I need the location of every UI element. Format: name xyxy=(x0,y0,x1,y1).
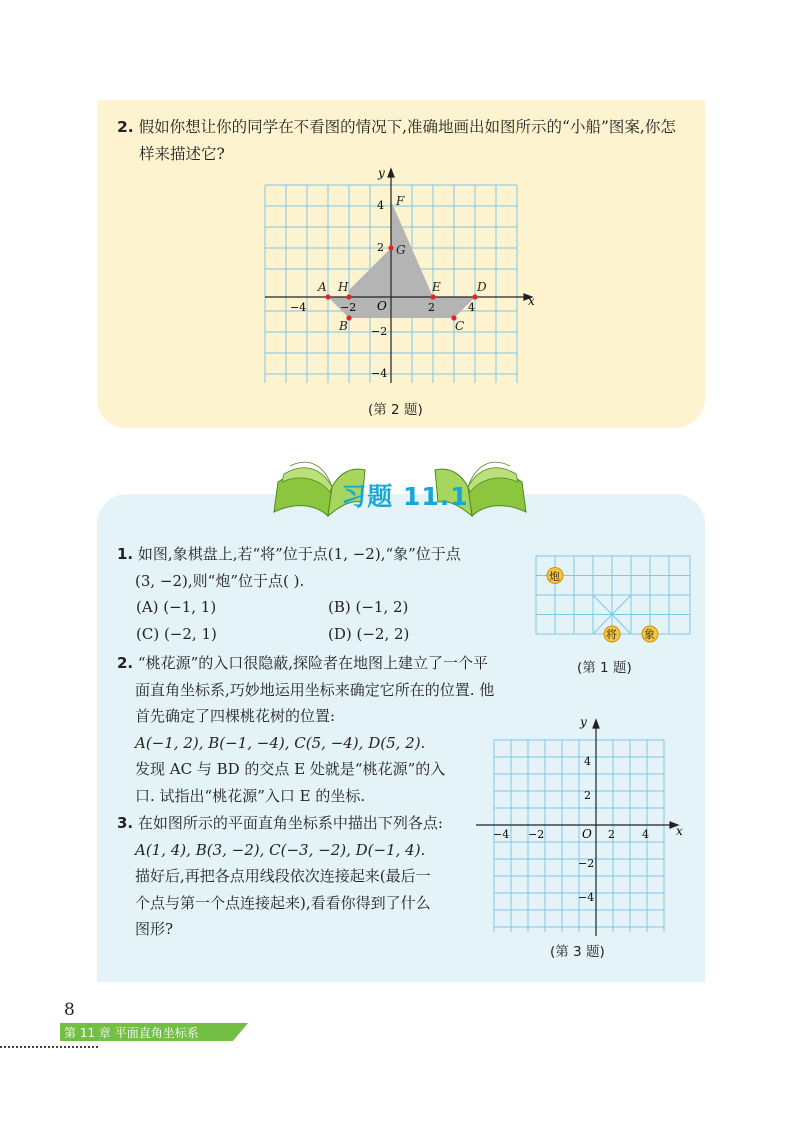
tick-y-2: 2 xyxy=(377,241,384,254)
tick-x-neg4: −4 xyxy=(290,301,307,314)
tick-y-neg2: −2 xyxy=(578,857,595,870)
tick-y-2: 2 xyxy=(584,789,591,802)
origin-label: O xyxy=(582,827,592,841)
label-f: F xyxy=(396,194,405,208)
problem-3-line-2: A(1, 4), B(3, −2), C(−3, −2), D(−1, 4). xyxy=(135,840,426,859)
problem-3-line-1: 在如图所示的平面直角坐标系中描出下列各点: xyxy=(137,814,443,832)
problem-3-line-4: 个点与第一个点连接起来),看看你得到了什么 xyxy=(135,893,431,912)
tick-x-2: 2 xyxy=(608,828,615,841)
problem-number: 1. xyxy=(117,545,134,563)
x-axis-label: x xyxy=(528,294,535,308)
question-2-text xyxy=(117,114,697,168)
problem-2-text xyxy=(117,650,537,809)
point-a xyxy=(325,294,330,299)
option-a: (A) (−1, 1) xyxy=(136,598,217,616)
pao-piece-label: 炮 xyxy=(549,570,560,583)
exercise-title: 习题 11.1 xyxy=(341,482,469,511)
problem-1-caption: (第 1 题) xyxy=(577,660,632,676)
y-axis-label: y xyxy=(378,166,385,180)
problem-2-line-1: “桃花源”的入口很隐蔽,探险者在地图上建立了一个平 xyxy=(137,654,489,672)
tick-y-4: 4 xyxy=(377,199,384,212)
xiang-piece-label: 象 xyxy=(644,628,655,641)
label-d: D xyxy=(477,280,487,294)
tick-x-4: 4 xyxy=(642,828,649,841)
problem-1-line-2: (3, −2),则“炮”位于点( ). xyxy=(135,571,305,590)
option-b: (B) (−1, 2) xyxy=(328,598,409,616)
label-g: G xyxy=(396,243,406,257)
option-c: (C) (−2, 1) xyxy=(136,625,217,643)
problem-1-text xyxy=(117,541,537,594)
tick-x-neg4: −4 xyxy=(493,828,510,841)
problem-2-line-5: 发现 AC 与 BD 的交点 E 处就是“桃花源”的入 xyxy=(135,760,446,778)
problem-3-line-5: 图形? xyxy=(135,920,174,938)
chessboard-figure xyxy=(536,556,694,644)
problem-number: 2. xyxy=(117,654,134,672)
problem-2-line-6: 口. 试指出“桃花源”入口 E 的坐标. xyxy=(135,786,366,805)
tick-y-4: 4 xyxy=(584,755,591,768)
origin-label: O xyxy=(377,299,387,313)
label-c: C xyxy=(455,319,465,333)
label-a: A xyxy=(318,280,327,294)
problem-3-caption: (第 3 题) xyxy=(550,944,605,960)
boat-coordinate-figure xyxy=(260,165,550,390)
problem-number: 3. xyxy=(117,814,134,832)
point-h xyxy=(346,294,351,299)
jiang-piece-label: 将 xyxy=(606,628,617,641)
dotted-rule xyxy=(0,1046,98,1048)
label-e: E xyxy=(432,280,441,294)
question-2-caption: (第 2 题) xyxy=(368,402,423,418)
question-2-line-1: 假如你想让你的同学在不看图的情况下,准确地画出如图所示的“小船”图案,你怎 xyxy=(138,118,676,136)
point-d xyxy=(472,294,477,299)
chapter-title: 第 11 章 平面直角坐标系 xyxy=(64,1026,199,1040)
label-b: B xyxy=(339,319,348,333)
question-2-line-2: 样来描述它? xyxy=(139,145,225,163)
tick-x-neg2: −2 xyxy=(340,301,357,314)
tick-y-neg4: −4 xyxy=(578,891,595,904)
label-h: H xyxy=(338,280,349,294)
tick-y-neg4: −4 xyxy=(371,367,388,380)
problem-2-line-3: 首先确定了四棵桃花树的位置: xyxy=(135,707,336,725)
problem-3-text xyxy=(117,810,477,943)
tick-x-2: 2 xyxy=(428,301,435,314)
question-number: 2. xyxy=(117,118,134,136)
problem-3-line-3: 描好后,再把各点用线段依次连接起来(最后一 xyxy=(135,867,431,885)
option-d: (D) (−2, 2) xyxy=(328,625,410,643)
problem-1-line-1: 如图,象棋盘上,若“将”位于点(1, −2),“象”位于点 xyxy=(137,545,461,563)
point-e xyxy=(430,294,435,299)
y-axis-label: y xyxy=(580,715,587,729)
tick-x-4: 4 xyxy=(468,301,475,314)
point-g xyxy=(388,245,393,250)
problem-3-coordinate-grid xyxy=(476,712,690,938)
x-axis-label: x xyxy=(676,824,683,838)
tick-x-neg2: −2 xyxy=(528,828,545,841)
tick-y-neg2: −2 xyxy=(371,325,388,338)
problem-2-line-4: A(−1, 2), B(−1, −4), C(5, −4), D(5, 2). xyxy=(135,733,426,752)
problem-2-line-2: 面直角坐标系,巧妙地运用坐标来确定它所在的位置. 他 xyxy=(135,680,495,699)
page-number: 8 xyxy=(64,1000,75,1020)
